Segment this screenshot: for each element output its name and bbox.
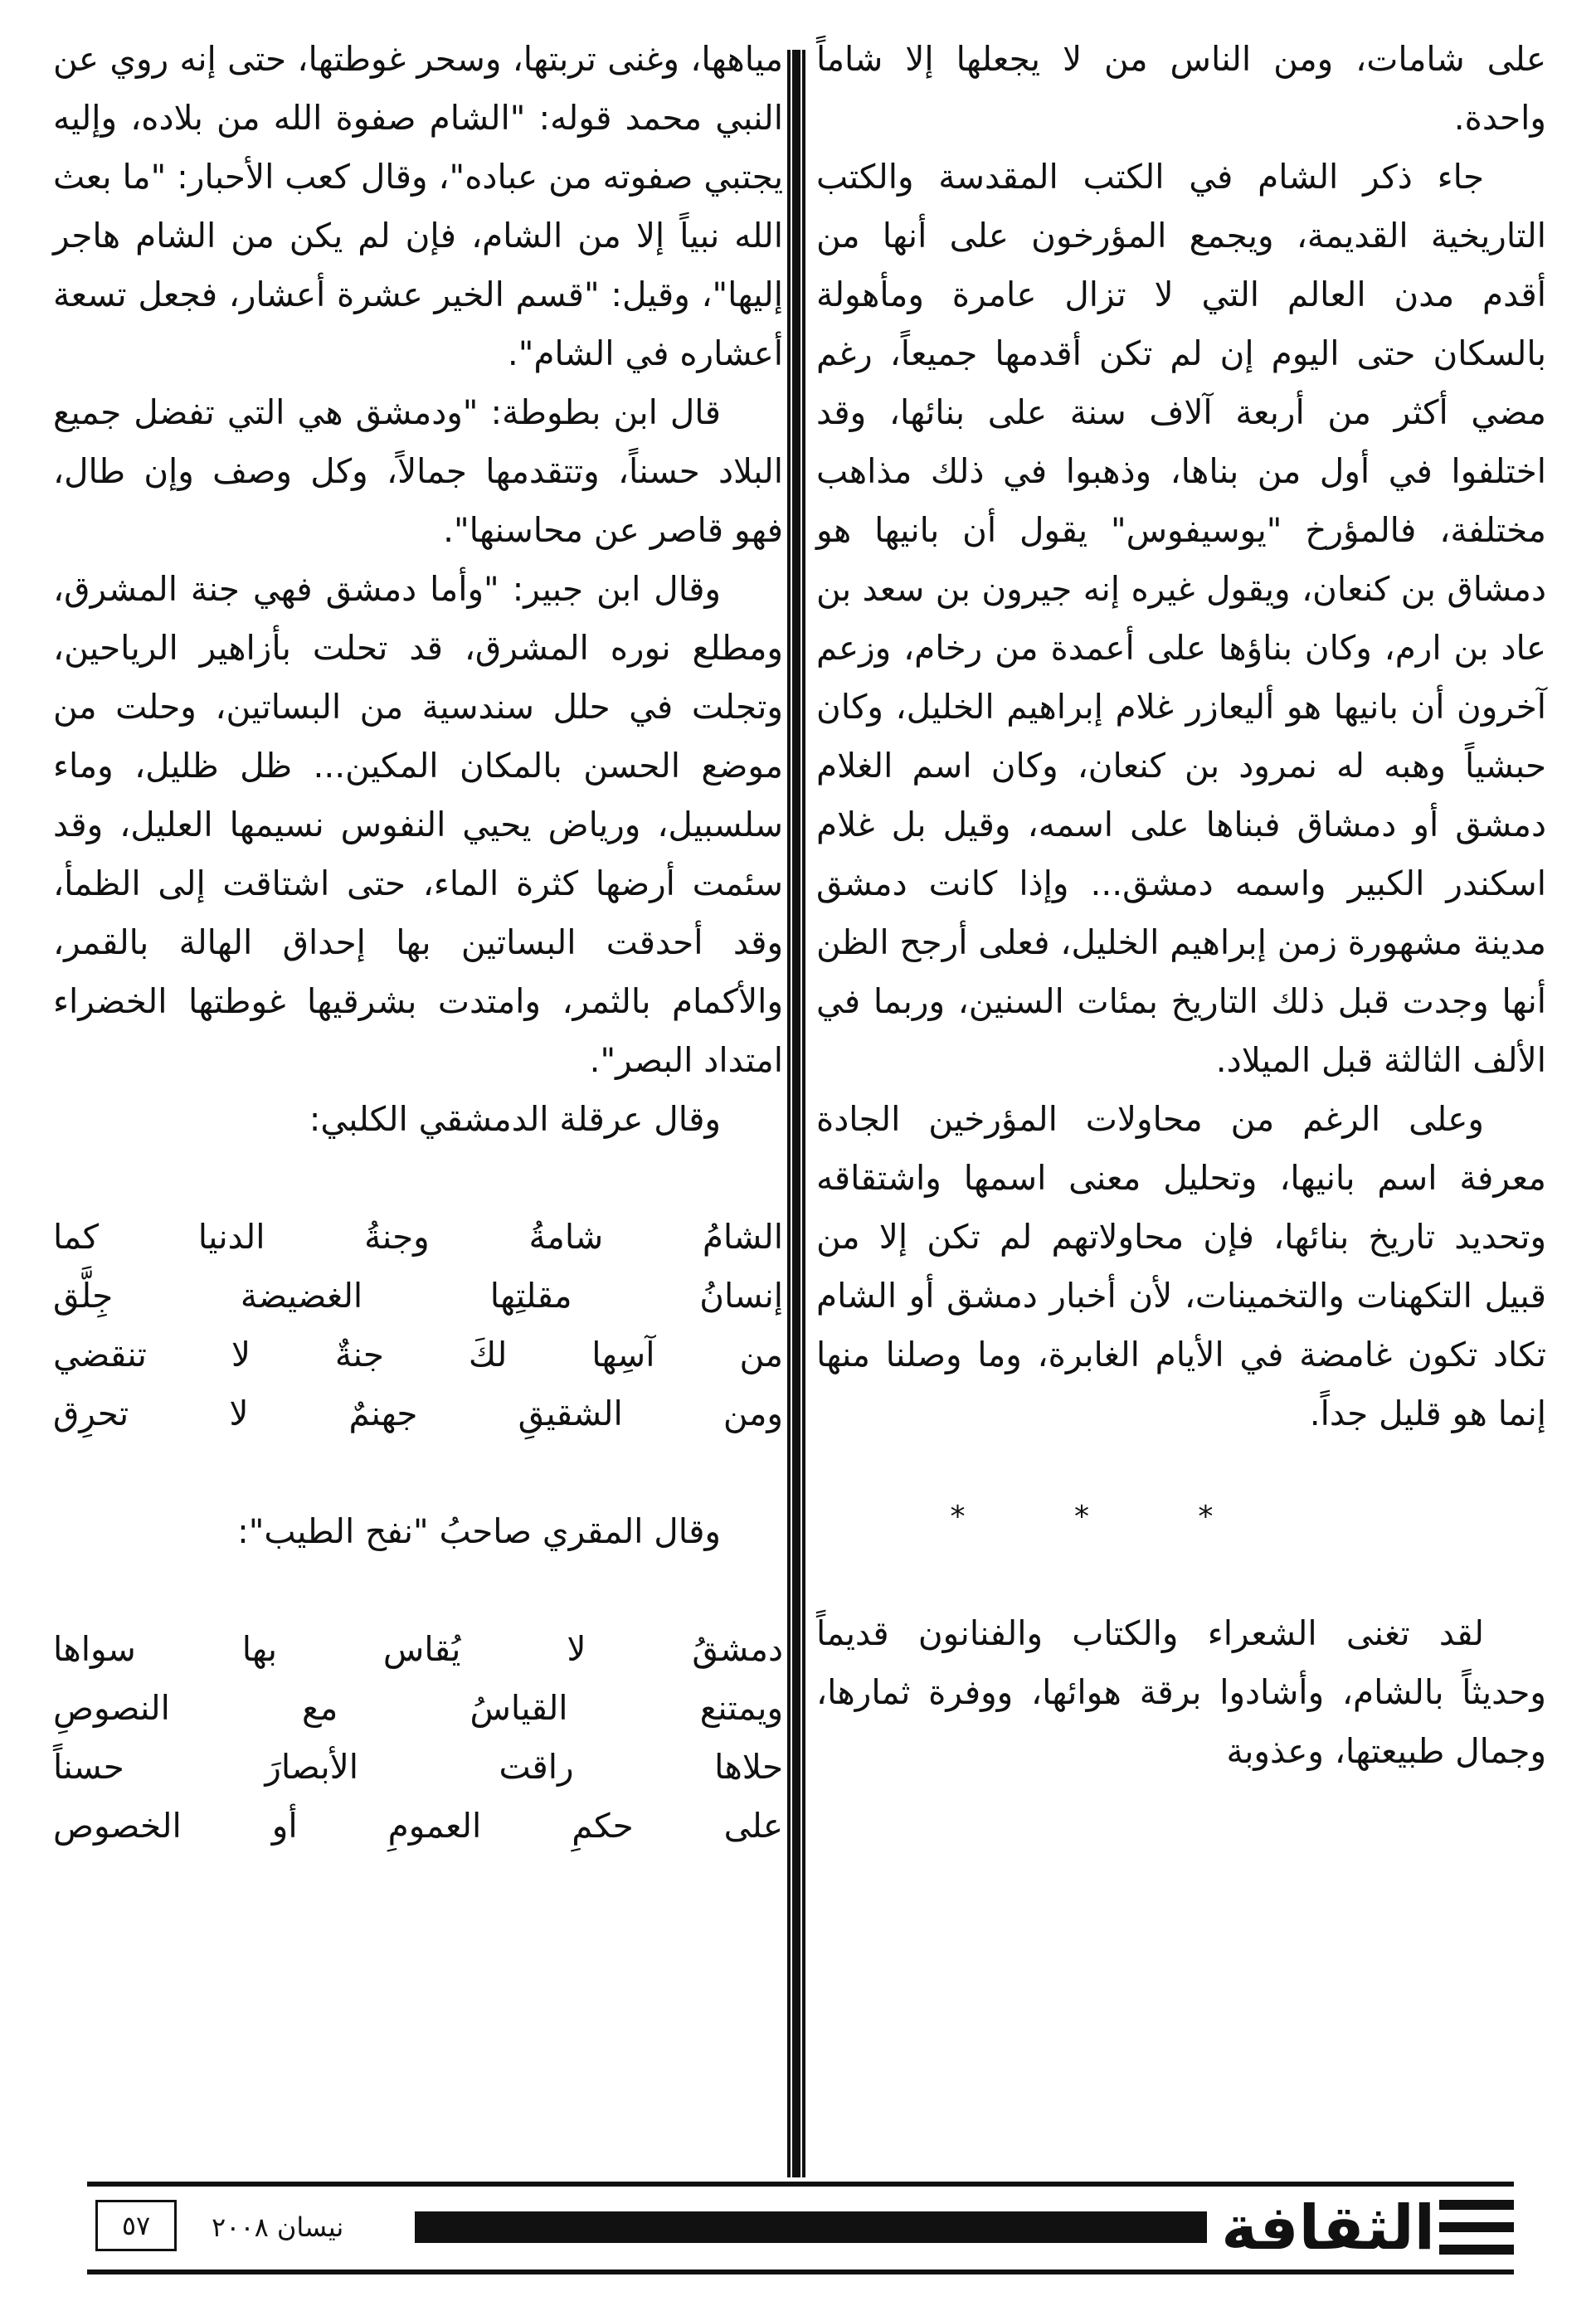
section-separator: * * * <box>950 1500 1263 1534</box>
paragraph: قال ابن بطوطة: "ودمشق هي التي تفضل جميع البلاد حسناً، وتتقدمها جمالاً، وكل وصف وإن طال، فهو قاصر عن محاسنها". <box>53 392 783 550</box>
footer-bar <box>415 2211 1207 2243</box>
poem-verse: الشامُ شامةُ وجنةُ الدنيا كما <box>53 1217 783 1257</box>
poem-citation: وقال عرقلة الدمشقي الكلبي: <box>309 1099 721 1139</box>
paragraph: على شامات، ومن الناس من لا يجعلها إلا شاماً واحدة. <box>816 39 1546 138</box>
paragraph: جاء ذكر الشام في الكتب المقدسة والكتب التاريخية القديمة، ويجمع المؤرخون على أنها من أقدم مدن العالم التي لا تزال عامرة ومأهولة بالسكان حتى اليوم إن لم تكن أقدمها جميعاً، رغم مضي أكثر من أربعة آلاف سنة على بنائها، وقد اختلفوا في أول من بناها، وذهبوا في ذلك مذاهب مختلفة، فالمؤرخ "يوسيفوس" يقول أن بانيها هو دمشاق بن كنعان، ويقول غيره إنه جيرون بن سعد بن عاد بن ارم، وكان بناؤها على أعمدة من رخام، وزعم آخرون أن بانيها هو أليعازر غلام إبراهيم الخليل، وكان حبشياً وهبه له نمرود بن كنعان، وكان اسم الغلام دمشق أو دمشاق فبناها على اسمه، وقيل بل غلام اسكندر الكبير واسمه دمشق... وإذا كانت دمشق مدينة مشهورة زمن إبراهيم الخليل، فعلى أرجح الظن أنها وجدت قبل ذلك التاريخ بمئات السنين، وربما في الألف الثالثة قبل الميلاد. <box>815 157 1546 1080</box>
paragraph: وقال ابن جبير: "وأما دمشق فهي جنة المشرق، ومطلع نوره المشرق، قد تحلت بأزاهير الرياحين، وتجلت في حلل سندسية من البساتين، وحلت من موضع الحسن بالمكان المكين... ظل ظليل، وماء سلسبيل، ورياض يحيي النفوس نسيمها العليل، وقد سئمت أرضها كثرة الماء، حتى اشتاقت إلى الظمأ، وقد أحدقت البساتين بها إحداق الهالة بالقمر، والأكمام بالثمر، وامتدت بشرقيها غوطتها الخضراء امتداد البصر". <box>53 569 783 1080</box>
left-column <box>53 30 783 1856</box>
poem-citation: وقال المقري صاحبُ "نفح الطيب": <box>237 1511 721 1551</box>
right-column <box>816 30 1546 1781</box>
column-divider <box>787 50 805 2177</box>
paragraph: مياهها، وغنى تربتها، وسحر غوطتها، حتى إنه روي عن النبي محمد قوله: "الشام صفوة الله من بلاده، وإليه يجتبي صفوته من عباده"، وقال كعب الأحبار: "ما بعث الله نبياً إلا من الشام، فإن لم يكن من الشام هاجر إليها"، وقيل: "قسم الخير عشرة أعشار، فجعل تسعة أعشاره في الشام". <box>53 39 783 373</box>
poem-verse: دمشقُ لا يُقاس بها سواها <box>53 1629 783 1669</box>
footer-rule <box>87 2270 1514 2274</box>
logo-stripes <box>1439 2200 1514 2255</box>
page-footer <box>87 2182 1514 2274</box>
paragraph: وعلى الرغم من محاولات المؤرخين الجادة معرفة اسم بانيها، وتحليل معنى اسمها واشتقاقه وتحديد تاريخ بنائها، فإن محاولاتهم لم تكن إلا من قبيل التكهنات والتخمينات، لأن أخبار دمشق أو الشام تكاد تكون غامضة في الأيام الغابرة، وما وصلنا منها إنما هو قليل جداً. <box>816 1099 1546 1433</box>
paragraph: لقد تغنى الشعراء والكتاب والفنانون قديماً وحديثاً بالشام، وأشادوا برقة هوائها، ووفرة ثمارها، وجمال طبيعتها، وعذوبة <box>816 1613 1546 1771</box>
issue-date: نيسان ٢٠٠٨ <box>212 2211 344 2243</box>
poem-verse: على حكمِ العمومِ أو الخصوص <box>53 1806 783 1846</box>
footer-rule <box>87 2182 1514 2187</box>
page-number: ٥٧ <box>95 2200 177 2251</box>
magazine-logo: الثقافة <box>1221 2192 1435 2264</box>
poem <box>53 1208 783 1443</box>
poem-verse: ومن الشقيقِ جهنمٌ لا تحرِق <box>53 1394 783 1433</box>
poem-verse: حلاها راقت الأبصارَ حسناً <box>53 1747 783 1787</box>
poem-verse: من آسِها لكَ جنةٌ لا تنقضي <box>53 1335 783 1374</box>
poem <box>53 1620 783 1856</box>
poem-verse: إنسانُ مقلتِها الغضيضة جِلَّق <box>53 1276 783 1316</box>
poem-verse: ويمتنع القياسُ مع النصوصِ <box>53 1688 783 1728</box>
